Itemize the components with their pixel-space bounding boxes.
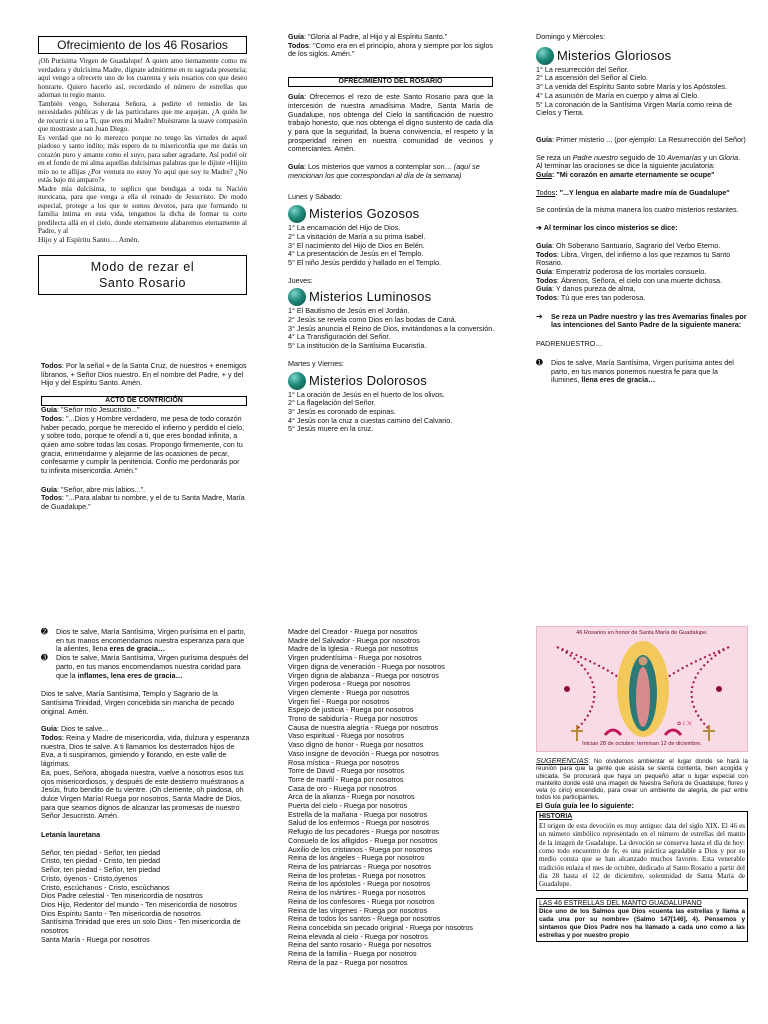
salve-rest: Ea, pues, Señora, abogada nuestra, vuelve a nosotros esos tus ojos misericordiosos, y después de este destierro muéstranos a Jesús, fruto bendito de tu vientre. ¡Oh clemente, oh piadosa, oh dulce Virgen María! Ruega por nosotros, Santa Madre de Dios, para que seamos dignos de alcanzar las promesas de nuestro Señor Jesucristo. Amén. <box>41 767 244 821</box>
misterio-luminoso-item: 2° Jesús se revela como Dios en las bodas de Caná. <box>288 315 457 325</box>
guia-label: Guía <box>288 162 304 172</box>
final-todos-1-text: : Libra, Virgen, del infierno a los que rezamos tu Santo Rosario. <box>536 249 731 268</box>
reza-text-4: . <box>738 152 741 162</box>
guia-label: Guía <box>288 92 304 102</box>
letania-invocation-item: Madre de la Iglesia - Ruega por nosotros <box>288 644 419 654</box>
misterio-glorioso-item: 2° La ascensión del Señor al Cielo. <box>536 73 648 83</box>
todos-label: Todos <box>41 413 63 423</box>
continua-text: Se continúa de la misma manera los cuatro misterios restantes. <box>536 205 739 215</box>
todos-label: Todos <box>536 275 558 285</box>
letania-invocation-item: Torre de marfil - Ruega por nosotros <box>288 774 404 784</box>
guia-lee-text: El Guía guía lee lo siguiente <box>536 800 632 810</box>
letania-invocation-item: Madre del Salvador - Ruega por nosotros <box>288 635 420 645</box>
modo-title-line-2: Santo Rosario <box>98 276 186 290</box>
historia-text: El origen de esta devoción es muy antiguo: data del siglo XIX. El 46 es un número simbólico representado en el número de estrellas del manto de la imagen de Guadalupe. La devoción se conserva hasta el día de hoy: como todo encuentro de fe, es una práctica agradable a Dios y por su medio consta que se han alcanzado muchos favores. Esta venerable tradición enlaza el mes de octubre, dedicado al Santo Rosario a partir del día 28 hasta el 12 de diciembre, solemnidad de Santa María de Guadalupe. <box>539 822 745 889</box>
letania-item: Señor, ten piedad - Señor, ten piedad <box>41 865 161 875</box>
avemaria-3 <box>41 654 250 680</box>
ofrecimiento-paragraph-2: También vengo, Soberana Señora, a pedirte el remedio de las necesidades públicas y de las particulares que me aquejan. ¿A quién he de recurrir si no a Ti, que eres mi Madre? Muéstrame la suave compasión que mostraste a san Juan Diego. <box>38 99 247 133</box>
todos-label: Todos <box>536 187 556 197</box>
reza-text-3: y un <box>701 152 719 162</box>
misterio-glorioso-item: 5° La coronación de la Santísima Virgen María como reina de Cielos y Tierra. <box>536 99 733 118</box>
gloriosos-title: Misterios Gloriosos <box>557 47 672 63</box>
estrellas-text: Dice uno de los Salmos que Dios «cuenta las estrellas y llama a cada una por su nombre» (Salmo 147[146], 4). Pensemos y sintamos que Dios Padre nos ha llamado a cada uno como a las estrellas y por nuestro propio <box>539 908 745 940</box>
letania-invocation-item: Reina de los confesores - Ruega por nosotros <box>288 896 435 906</box>
todos-label: Todos <box>288 40 310 50</box>
todos-label: Todos <box>41 361 63 370</box>
estrellas-box <box>536 898 748 943</box>
guia-label: Guía <box>41 405 57 415</box>
image-caption-bottom: Inician 28 de octubre; terminan 12 de diciembre. <box>582 741 702 747</box>
jaculatoria-todos <box>536 189 748 198</box>
letania-invocation-item: Consuelo de los afligidos - Ruega por nosotros <box>288 835 438 845</box>
letania-invocation-item: Reina de la familia - Ruega por nosotros <box>288 949 417 959</box>
padrenuestro: PADRENUESTRO… <box>536 339 603 349</box>
reza-ave: Avemarías <box>667 152 702 162</box>
letania-invocation-item: Puerta del cielo - Ruega por nosotros <box>288 801 408 811</box>
letania-invocation-item: Reina de los ángeles - Ruega por nosotros <box>288 853 425 863</box>
guia-label: Guía <box>536 240 552 250</box>
ofrecimiento-paragraph-1: ¡Oh Purísima Virgen de Guadalupe! A quien amo tiernamente como mi verdadera y dulcísima Madre, dígnate admitirme en tu sagrada presencia; aquí vengo a ofrecerte uno de los cuarenta y seis rosarios con que deseo honrarte. Quiero hacerlo así, recordando el número de estrellas que adornan tu regio manto. <box>38 57 247 99</box>
final-todos-2-text: : Ábrenos, Señora, el cielo con una muerte dichosa. <box>557 275 723 285</box>
rosary-bead <box>716 686 722 692</box>
final-guia-1-text: : Oh Soberano Santuario, Sagrario del Verbo Eterno. <box>551 240 721 250</box>
rosary-number-1-icon: ➊ <box>536 357 543 367</box>
luminosos-heading <box>288 288 493 306</box>
letania-invocation-item: Refugio de los pecadores - Ruega por nosotros <box>288 827 440 837</box>
avemaria-1 <box>536 359 748 385</box>
ofrecimiento-rosario-text <box>288 93 493 154</box>
salve-guia-text: : Dios te salve... <box>56 724 109 734</box>
ave3-bold: inflames, lena eres de gracia… <box>77 670 183 680</box>
rosary-number-3-icon: ➌ <box>41 653 48 663</box>
acto-guia-text: : "Señor mío Jesucristo..." <box>56 405 140 415</box>
primer-ejemplo: por ejemplo <box>616 134 655 144</box>
final-todos-3 <box>536 294 748 303</box>
labios-guia-text: : "Señor, abre mis labios...". <box>56 484 146 494</box>
rose-icon <box>665 730 681 735</box>
letania-invocation-item: Auxilio de los cristianos - Ruega por nosotros <box>288 844 433 854</box>
dolorosos-list <box>288 391 493 435</box>
primer-guia-text: : Primer misterio ... ( <box>551 134 617 144</box>
jac-todos-text: : "...Y lengua en alabarte madre mía de Guadalupe" <box>555 187 730 197</box>
ave2 <box>56 628 250 654</box>
misterio-gozoso-item: 1° La encarnación del Hijo de Dios. <box>288 223 401 233</box>
guia-label: Guía <box>536 266 552 276</box>
gloriosos-days: Domingo y Miércoles: <box>536 32 606 41</box>
gozosos-title: Misterios Gozosos <box>309 206 420 222</box>
gloria-guia-text: : "Gloria al Padre, al Hijo y al Espíritu Santo." <box>303 32 448 41</box>
dolorosos-days: Martes y Viernes: <box>288 358 344 368</box>
sugerencias-label: SUGERENCIAS <box>536 756 589 765</box>
gozosos-heading <box>288 205 493 223</box>
terminar-text: Al terminar las oraciones se dice la siguiente jaculatoria: <box>536 161 715 171</box>
letania-invocation-item: Reina de los patriarcas - Ruega por nosotros <box>288 861 432 871</box>
letania-invocation-item: Virgen digna de alabanza - Ruega por nosotros <box>288 670 439 680</box>
letania-invocation-item: Reina del santo rosario - Ruega por nosotros <box>288 940 432 950</box>
ave1-bold: llena eres de gracia… <box>581 375 656 385</box>
column-6 <box>536 626 748 1024</box>
luminosos-days: Jueves: <box>288 275 313 285</box>
guia-label: Guía <box>536 284 552 294</box>
jac-guia-text: : "Mi corazón en amarte eternamente se ocupe" <box>551 170 715 180</box>
historia-title: HISTORIA <box>539 813 573 821</box>
cross-icon <box>703 725 715 741</box>
misterio-luminoso-item: 3° Jesús anuncia el Reino de Dios, invitándonos a la conversión. <box>288 323 495 333</box>
modo-title-line-1: Modo de rezar el <box>90 260 195 274</box>
reza-gloria: Gloria <box>718 152 739 162</box>
ofrec-text: : Ofrecemos el rezo de este Santo Rosario para que la intercesión de nuestra amadísima Madre, Santa María de Guadalupe, nos obtenga del Cielo la santificación de nuestro trabajo honesto, que nos obtenga el digno sustento de cada día y para que la seguridad, la buena convivencia, el respeto y la prosperidad reinen en nuestra comunidad de vecinos y comerciantes. Amén. <box>288 92 493 154</box>
letania-invocation-item: Virgen fiel - Ruega por nosotros <box>288 696 390 706</box>
misterio-luminoso-item: 4° La Transfiguración del Señor. <box>288 332 391 342</box>
guia-label: Guía <box>288 32 304 41</box>
misterio-doloroso-item: 2° La flagelación del Señor. <box>288 398 376 408</box>
letania-item: Cristo, óyenos - Cristo,óyenos <box>41 873 138 883</box>
labios-todos <box>41 494 247 511</box>
gozosos-list <box>288 224 493 268</box>
todos-label: Todos <box>41 733 63 743</box>
letania-invocation-item: Causa de nuestra alegría - Ruega por nosotros <box>288 722 439 732</box>
todos-label: Todos <box>536 293 558 303</box>
letania-invocation-item: Reina de la paz - Ruega por nosotros <box>288 957 408 967</box>
letania-invocation-item: Trono de sabiduría - Ruega por nosotros <box>288 714 418 724</box>
misterio-gozoso-item: 2° La visitación de María a su prima Isabel. <box>288 231 426 241</box>
misterio-glorioso-item: 3° La venida del Espíritu Santo sobre María y los Apóstoles. <box>536 82 728 92</box>
primer-misterio <box>536 136 748 145</box>
final-guia-3-text: : Y danos pureza de alma, <box>551 284 636 294</box>
letania-invocation-item: Rosa mística - Ruega por nosotros <box>288 757 400 767</box>
rosary-bead-icon <box>288 372 306 390</box>
virgin-dress <box>636 667 650 727</box>
estrellas-title: LAS 46 ESTRELLAS DEL MANTO GUADALUPANO <box>539 899 702 907</box>
column-2 <box>288 33 493 434</box>
salve-todos-text: : Reina y Madre de misericordia, vida, dulzura y esperanza nuestra, Dios te salve. A ti llamamos los desterrados hijos de Eva, a ti suspiramos, gimiendo y llorando, en este valle de lágrimas. <box>41 733 250 769</box>
se-reza-padre <box>536 313 748 330</box>
ave2-bold: eres de gracia… <box>109 644 166 654</box>
ofrecimiento-paragraph-3: Es verdad que no lo merezco porque no tengo las virtudes de aquel piadoso y santo indito; más espero de tu misericordia que me darás un corazón puro y amante como el suyo, para saber agradarte. Así podré oír en el fondo de mi alma aquellas dulcísimas palabras que le dijiste «Hijito mío no te aflijas ¿Por ventura no estoy Yo aquí que soy tu Madre? ¿No estás bajo mi amparo?» <box>38 133 247 184</box>
letania-item: Dios Hijo, Redentor del mundo - Ten misericordia de nosotros <box>41 899 238 909</box>
letania-invocation-item: Reina elevada al cielo - Ruega por nosotros <box>288 931 428 941</box>
sugerencias-text: : No olvidemos ambientar el lugar donde se hará la reunión para que la gente que asista se sienta contenta, bien acogida y ubicada. Se procurará que haya un pequeño altar o lugar especial con mantelito donde esté una imagen de Nuestra Señora de Guadalupe, flores y vela (o cirio) encendido, para crear un ambiente de alegría, de paz entre todos los participantes. <box>536 758 748 802</box>
cruz-text: : Por la señal + de la Santa Cruz, de nuestros + enemigos líbranos, + Señor Dios nuestro. En el nombre del Padre, + y del Hijo y del Espíritu Santo. Amén. <box>41 361 247 388</box>
rosary-bead-icon <box>288 288 306 306</box>
misterios-guia-text: : Los misterios que vamos a contemplar son… <box>303 162 452 172</box>
primer-rest: : La Resurrección del Señor) <box>654 134 746 144</box>
ofrecimiento-closing: Hijo y al Espíritu Santo… Amén. <box>38 234 140 244</box>
misterio-doloroso-item: 1° La oración de Jesús en el huerto de los olivos. <box>288 389 445 399</box>
letania-invocation-item: Reina de los mártires - Ruega por nosotros <box>288 888 426 898</box>
letania-invocation-item: Virgen prudentísima - Ruega por nosotros <box>288 653 422 663</box>
letania-list <box>41 849 250 945</box>
ave1 <box>551 359 748 385</box>
todos-label: Todos <box>536 249 558 259</box>
misterio-luminoso-item: 1° El Bautismo de Jesús en el Jordán. <box>288 306 410 316</box>
letania-item: Señor, ten piedad - Señor, ten piedad <box>41 847 161 857</box>
guia-label: Guía <box>41 484 57 494</box>
ave3 <box>56 654 250 680</box>
letania-title: Letanía lauretana <box>41 830 101 840</box>
letania-invocation-item: Reina de los apóstoles - Ruega por nosotros <box>288 879 431 889</box>
modo-de-rezar-title <box>38 255 247 295</box>
gloria-todos-text: : "Como era en el principio, ahora y siempre por los siglos de los siglos. Amén." <box>288 40 493 59</box>
senal-de-la-cruz <box>41 362 247 388</box>
column-3 <box>536 33 748 385</box>
reza-text-1: Se reza un <box>536 152 573 162</box>
rosary-bead <box>564 686 570 692</box>
gozosos-days: Lunes y Sábado: <box>288 192 342 202</box>
historia-box <box>536 811 748 890</box>
rosary-image-art <box>537 639 748 743</box>
ofrecimiento-rosario-header: OFRECIMIENTO DEL ROSARIO <box>288 77 493 87</box>
letania-item: Cristo, ten piedad - Cristo, ten piedad <box>41 856 161 866</box>
letania-item: Dios Padre celestial - Ten misericordia de nosotros <box>41 891 203 901</box>
virgin-face <box>639 657 648 666</box>
rose-icon <box>605 730 621 735</box>
acto-de-contricion-header: ACTO DE CONTRICIÓN <box>41 396 247 406</box>
misterio-glorioso-item: 1° La resurrección del Señor. <box>536 64 629 74</box>
reza-padre: Padre nuestro <box>572 152 618 162</box>
letania-invocation-item: Vaso espiritual - Ruega por nosotros <box>288 731 405 741</box>
misterio-doloroso-item: 3° Jesús es coronado de espinas. <box>288 406 396 416</box>
letania-invocation-item: Virgen clemente - Ruega por nosotros <box>288 687 410 697</box>
letania-item: Santísima Trinidad que eres un solo Dios - Ten misericordia de nosotros <box>41 917 241 936</box>
column-5 <box>288 628 493 1024</box>
guia-label: Guía <box>536 170 552 180</box>
guia-lee: El Guía guía lee lo siguiente: <box>536 800 634 810</box>
final-guia-2-text: : Emperatriz poderosa de los mortales consuelo. <box>551 266 707 276</box>
guadalupe-image <box>536 626 748 752</box>
salve-todos <box>41 734 250 769</box>
ofrecimiento-title: Ofrecimiento de los 46 Rosarios <box>38 36 247 54</box>
guia-label: Guía <box>536 134 552 144</box>
letania-invocation-item: Madre del Creador - Ruega por nosotros <box>288 628 418 636</box>
misterio-doloroso-item: 4° Jesús con la cruz a cuestas camino del Calvario. <box>288 415 453 425</box>
rosary-bead-icon <box>536 47 554 65</box>
rosary-number-2-icon: ➋ <box>41 627 48 636</box>
misterio-doloroso-item: 5° Jesús muere en la cruz. <box>288 424 374 434</box>
ave1-text: Dios te salve, María Santísima, Virgen purísima antes del parto, en tus manos ponemos nuestra fe para que la ilumines, <box>551 357 734 385</box>
gloriosos-list <box>536 66 748 118</box>
misterio-gozoso-item: 4° La presentación de Jesús en el Templo. <box>288 249 424 259</box>
letania-invocation-item: Arca de la alianza - Ruega por nosotros <box>288 792 415 802</box>
letania-invocation-item: Reina concebida sin pecado original - Ruega por nosotros <box>288 922 473 932</box>
acto-todos <box>41 415 247 476</box>
ave3-text: Dios te salve, María Santísima, Virgen purísima después del parto, en tus manos encomendamos nuestra caridad para que la <box>56 653 249 680</box>
column-1-prayers <box>41 362 247 512</box>
letania-item: Cristo, escúchanos - Cristo, escúchanos <box>41 882 170 892</box>
ofrecimiento-paragraph-4: Madre mía dulcísima, te suplico que bendigas a toda tu Nación mexicana, para que venga a ella el reinado de Jesucristo. De modo especial, protege a los que te somos devotos, para que formando tu familia íntima en esta vida, tengamos la dicha de formar tu corte predilecta allá en el cielo, donde eternamente alabaremos eternamente al Padre, y al <box>38 184 247 235</box>
column-4 <box>41 628 250 945</box>
gloriosos-heading <box>536 47 748 65</box>
misterios-note: (aquí se mencionan los que correspondan al día de la semana) <box>288 162 480 180</box>
misterios-intro <box>288 163 493 180</box>
dolorosos-heading <box>288 372 493 390</box>
se-reza-padre-text: Se reza un Padre nuestro y las tres Avemarías finales por las intenciones del Santo Padre de la siguiente manera: <box>551 311 747 330</box>
avemaria-2 <box>41 628 250 654</box>
image-signature: ✿ ℰ ℳ <box>677 722 693 727</box>
reza-text-2: seguido de 10 <box>617 152 668 162</box>
rosary-bead-icon <box>288 205 306 223</box>
letania-invocation-item: Estrella de la mañana - Ruega por nosotros <box>288 809 428 819</box>
dolorosos-title: Misterios Dolorosos <box>309 372 427 388</box>
ave2-text: Dios te salve, María Santísima, Virgen purísima en el parto, en tus manos encomendamos nuestra esperanza para que la alientes, llena <box>56 627 246 654</box>
letania-invocation-item: Salud de los enfermos - Ruega por nosotros <box>288 818 430 828</box>
todos-label: Todos <box>41 493 63 503</box>
letania-invocation-item: Espejo de justicia - Ruega por nosotros <box>288 705 414 715</box>
sugerencias <box>536 757 748 802</box>
final-todos-3-text: : Tú que eres tan poderosa. <box>557 293 646 303</box>
luminosos-title: Misterios Luminosos <box>309 289 432 305</box>
gloria-todos <box>288 42 493 59</box>
acto-todos-text: : "...Dios y Hombre verdadero, me pesa de todo corazón haber pecado, porque he merecido el infierno y perdido el cielo, y sobre todo, porque te ofendí a ti, que eres bondad infinita, a quien amo sobre todas las cosas. Propongo firmemente, con tu gracia, enmendarme y alejarme de las ocasiones de pecar, confesarme y cumplir la penitencia. Confío me perdonarás por tu infinita misericordia. Amén." <box>41 413 244 476</box>
al-terminar-text: ➔ Al terminar los cinco misterios se dice: <box>536 223 678 233</box>
jaculatoria-guia <box>536 171 748 180</box>
letania-item: Dios Espíritu Santo - Ten misericordia de nosotros <box>41 908 201 918</box>
misterio-gozoso-item: 5° El niño Jesús perdido y hallado en el Templo. <box>288 257 441 267</box>
labios-todos-text: : "...Para alabar tu nombre, y el de tu Santa Madre, María de Guadalupe." <box>41 493 245 512</box>
letania-invocation-item: Torre de David - Ruega por nosotros <box>288 766 405 776</box>
image-caption-top: 46 Rosarios en honor de Santa María de Guadalupe. <box>576 630 708 636</box>
misterio-glorioso-item: 4° La asunción de María en cuerpo y alma al Cielo. <box>536 90 700 100</box>
arrow-icon: ➔ <box>536 311 543 321</box>
final-todos-1 <box>536 251 748 268</box>
letania-invocation-item: Reina de las vírgenes - Ruega por nosotros <box>288 905 428 915</box>
luminosos-list <box>288 307 493 351</box>
letania-invocation-item: Vaso digno de honor - Ruega por nosotros <box>288 740 424 750</box>
invocations-list <box>288 628 493 967</box>
letania-item: Santa María - Ruega por nosotros <box>41 934 150 944</box>
letania-invocation-item: Vaso insigne de devoción - Ruega por nosotros <box>288 748 439 758</box>
guia-label: Guía <box>41 724 57 734</box>
misterio-gozoso-item: 3° El nacimiento del Hijo de Dios en Belén. <box>288 240 425 250</box>
letania-invocation-item: Virgen digna de veneración - Ruega por nosotros <box>288 661 445 671</box>
letania-invocation-item: Casa de oro - Ruega por nosotros <box>288 783 397 793</box>
misterio-luminoso-item: 5° La institución de la Santísima Eucaristía. <box>288 341 427 351</box>
letania-invocation-item: Reina de los profetas - Ruega por nosotros <box>288 870 426 880</box>
cross-icon <box>571 725 583 741</box>
templo-sagrario: Dios te salve, María Santísima, Templo y Sagrario de la Santísima Trinidad, Virgen concebida sin mancha de pecado original. Amén. <box>41 689 235 716</box>
letania-invocation-item: Virgen poderosa - Ruega por nosotros <box>288 679 411 689</box>
column-1 <box>38 36 247 295</box>
letania-invocation-item: Reina de todos los santos - Ruega por nosotros <box>288 914 441 924</box>
